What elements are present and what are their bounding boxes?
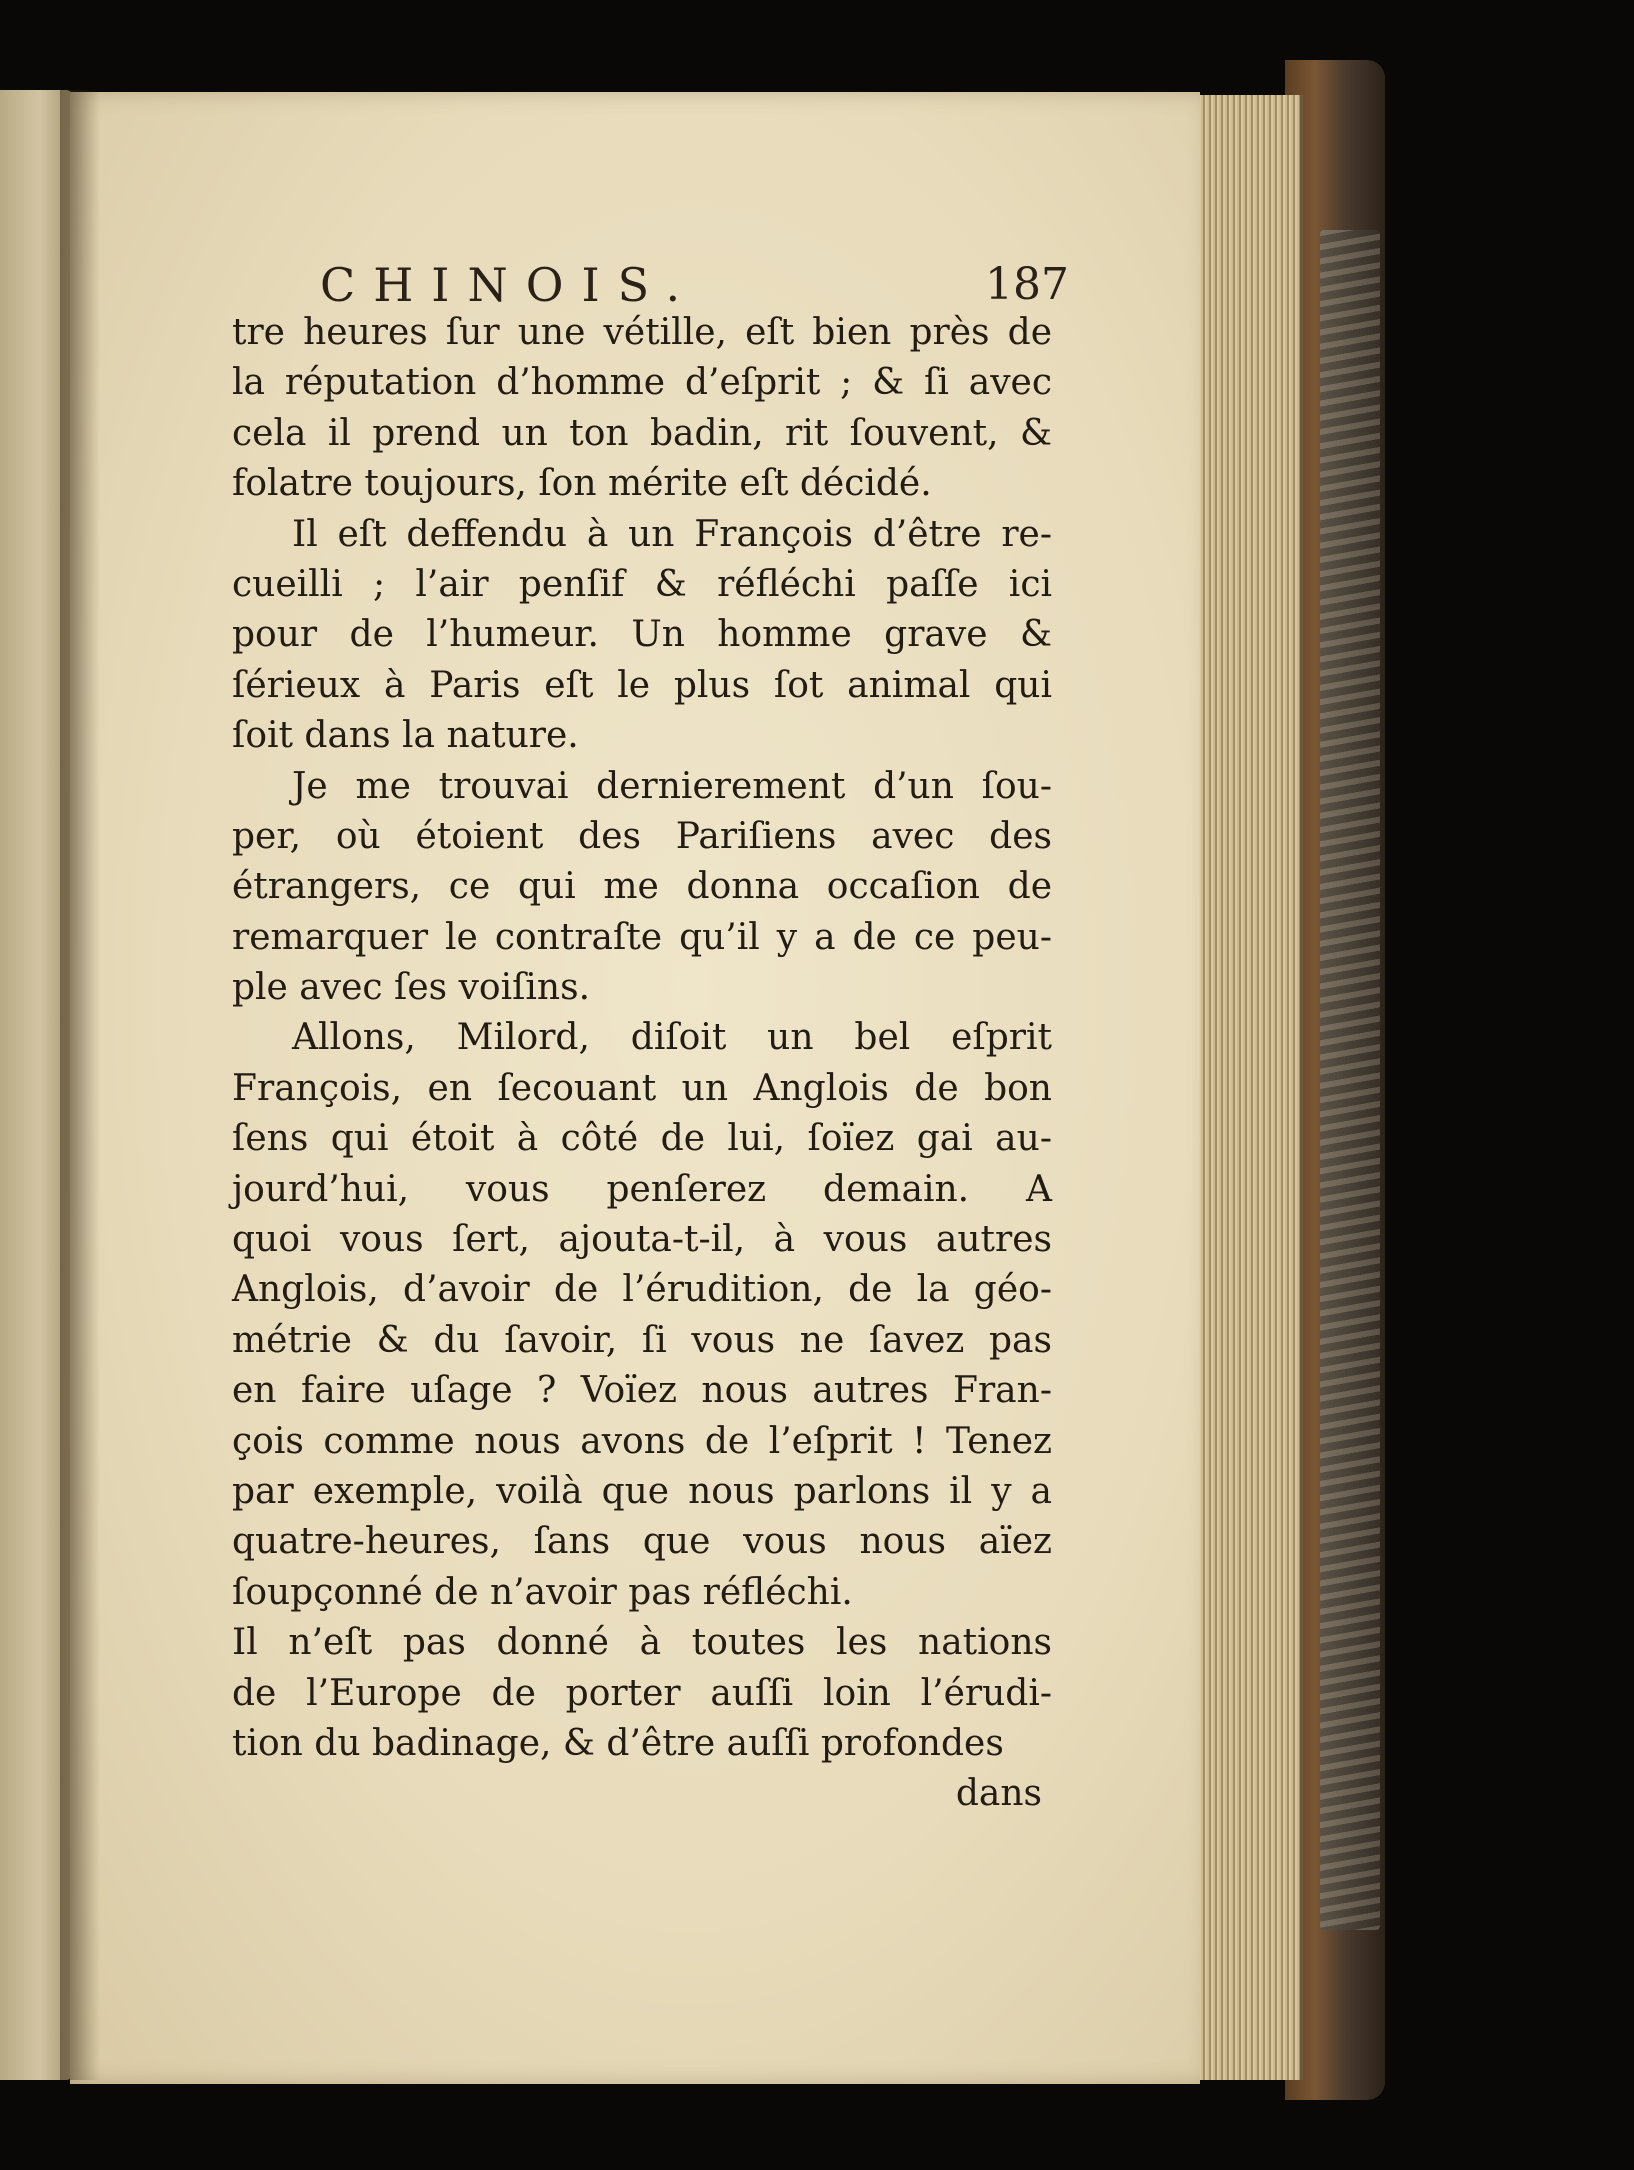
gutter-shadow <box>60 90 100 2080</box>
text-line: Il eſt deffendu à un François d’être re- <box>292 513 1052 555</box>
text-line: de l’Europe de porter auſſi loin l’érudi- <box>232 1672 1052 1714</box>
text-line: Il n’eſt pas donné à toutes les nations <box>232 1622 1052 1664</box>
text-line: ſérieux à Paris eſt le plus ſot animal qui <box>232 664 1052 706</box>
text-line: quatre-heures, ſans que vous nous aïez <box>232 1521 1052 1563</box>
text-line: ſoupçonné de n’avoir pas réfléchi. <box>232 1571 853 1613</box>
running-head-title: CHINOIS. <box>320 258 699 312</box>
text-line: étrangers, ce qui me donna occaſion de <box>232 866 1052 908</box>
paragraph <box>232 1618 1052 1769</box>
text-line: cela il prend un ton badin, rit ſouvent, & <box>232 412 1052 454</box>
text-line: quoi vous ſert, ajouta-t-il, à vous autres <box>232 1219 1052 1261</box>
text-line: per, où étoient des Pariſiens avec des <box>232 815 1052 857</box>
text-line: jourd’hui, vous penſerez demain. A <box>232 1168 1052 1210</box>
text-line: Je me trouvai dernierement d’un ſou- <box>292 765 1052 807</box>
text-line: ple avec ſes voiſins. <box>232 967 591 1009</box>
text-line: tion du badinage, & d’être auſſi profondes <box>232 1722 1004 1764</box>
text-line: Anglois, d’avoir de l’érudition, de la géo- <box>232 1269 1052 1311</box>
text-line: çois comme nous avons de l’eſprit ! Tenez <box>232 1420 1052 1462</box>
text-line: cueilli ; l’air penſif & réfléchi paſſe ici <box>232 563 1052 605</box>
text-line: métrie & du ſavoir, ſi vous ne ſavez pas <box>232 1319 1052 1361</box>
page-edges <box>1195 95 1303 2080</box>
text-line: pour de l’humeur. Un homme grave & <box>232 614 1052 656</box>
text-line: tre heures ſur une vétille, eſt bien près de <box>232 312 1052 353</box>
text-line: remarquer le contraſte qu’il y a de ce peu- <box>232 916 1052 958</box>
page-number: 187 <box>985 259 1069 310</box>
marbled-cover <box>1320 230 1380 1930</box>
text-line: en faire uſage ? Voïez nous autres Fran- <box>232 1370 1052 1412</box>
text-line: Allons, Milord, diſoit un bel eſprit <box>292 1017 1052 1059</box>
text-line: François, en ſecouant un Anglois de bon <box>232 1067 1052 1109</box>
text-line: ſens qui étoit à côté de lui, ſoïez gai au- <box>232 1118 1052 1160</box>
text-line: la réputation d’homme d’eſprit ; & ſi avec <box>232 362 1052 404</box>
body-text <box>232 308 1052 1820</box>
text-line: folatre toujours, ſon mérite eſt décidé. <box>232 463 932 505</box>
text-line: ſoit dans la nature. <box>232 715 579 757</box>
text-line: par exemple, voilà que nous parlons il y a <box>232 1470 1052 1512</box>
paragraph <box>232 308 1052 510</box>
catchword: dans <box>955 1773 1042 1815</box>
paragraph <box>232 762 1052 1014</box>
paragraph <box>232 510 1052 762</box>
paragraph <box>232 1013 1052 1618</box>
